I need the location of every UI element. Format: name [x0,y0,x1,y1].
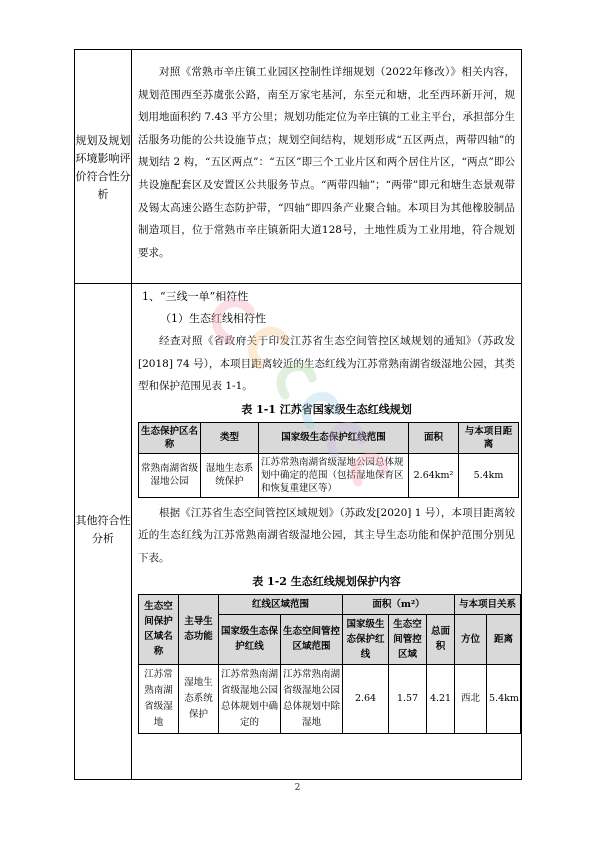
table1-header: 与本项目距离 [459,422,519,453]
table2-cell: 湿地生态系统保护 [179,664,219,733]
redline-table-1 [138,422,519,498]
eco-paragraph-1: 经查对照《省政府关于印发江苏省生态空间管控区域规划的通知》（苏政发[2018] 74 号），本项目距离较近的生态红线为江苏常熟南湖省级湿地公园，其类型和保护范围见表 1-1。 [138,335,515,393]
eco-paragraph-2: 根据《江苏省生态空间管控区域规划》（苏政发[2020] 1 号），本项目距离较近的生态红线为江苏常熟南湖省级湿地公园，其主导生态功能和保护范围分别见下表。 [138,506,515,564]
planning-section-label: 规划及规划环境影响评价符合性分析 [75,134,131,201]
table1-header: 国家级生态保护红线范围 [259,422,409,453]
table2-cell: 江苏常熟南湖省级湿地 [139,664,179,733]
planning-paragraph: 对照《常熟市辛庄镇工业园区控制性详细规划（2022年修改）》相关内容，规划范围西至苏虞张公路，南至万家宅基河，东至元和塘，北至西环新开河，规划用地面积约 7.43 平方公里；规划功能定位为辛庄镇的工业主平台，承担部分生活服务功能的公共设施节点；规划空间结构，规划形成“五区两点，两带四轴”的规划结 2 构，“五区两点”：“五区”即三个工业片区和两个居住片区，“两点”即公共设施配套区及安置区公共服务节点。“两带四轴”；“两带”即元和塘生态景观带及锡太高速公路生态防护带，“四轴”即四条产业聚合轴。本项目为其他橡胶制品制造项目，位于常熟市辛庄镇新阳大道128号，土地性质为工业用地，符合规划要求。 [138,66,515,259]
eco-redline-heading: （1）生态红线相符性 [160,312,266,325]
table2-header: 总面积 [427,614,455,664]
table2-cell: 5.4km [487,664,521,733]
table2-cell: 江苏常熟南湖省级湿地公园总体规划中除湿地 [281,664,343,733]
table2-header: 主导生态功能 [179,594,219,664]
page-number: 2 [294,783,301,793]
table2-header: 方位 [455,614,487,664]
table2-header: 距离 [487,614,521,664]
table-row [139,453,519,497]
three-lines-heading: 1、“三线一单”相符性 [142,290,249,303]
table2-cell: 2.64 [343,664,389,733]
table2-header: 生态空间管控区域 [389,614,427,664]
table2-header: 生态空间保护区域名称 [139,594,179,664]
table2-cell: 西北 [455,664,487,733]
table1-header-row [139,422,519,453]
table2-header: 红线区域范围 [219,594,343,614]
document-frame [74,49,522,780]
table2-cell: 1.57 [389,664,427,733]
table1-caption: 表 1-1 江苏省国家级生态红线规划 [241,402,412,416]
other-section-label: 其他符合性分析 [75,514,131,545]
table1-header: 面积 [409,422,459,453]
table2-header: 与本项目关系 [455,594,521,614]
table1-header: 类型 [201,422,259,453]
table1-cell: 江苏常熟南湖省级湿地公园总体规划中确定的范围（包括湿地保育区和恢复重建区等） [259,453,409,497]
table2-cell: 江苏常熟南湖省级湿地公园总体规划中确定的 [219,664,281,733]
table1-cell: 2.64km² [409,453,459,497]
table2-header-row [139,594,521,614]
table2-caption: 表 1-2 生态红线规划保护内容 [252,574,401,588]
table2-header: 国家级生态保护红线 [343,614,389,664]
table2-header: 生态空间管控区域范围 [281,614,343,664]
redline-table-2 [138,594,521,734]
row-divider [75,283,521,284]
table-row [139,664,521,733]
table1-cell: 湿地生态系统保护 [201,453,259,497]
planning-cell [132,61,521,264]
table1-header: 生态保护区名称 [139,422,201,453]
table2-cell: 4.21 [427,664,455,733]
other-cell [132,286,521,734]
table1-cell: 常熟南湖省级湿地公园 [139,453,201,497]
table1-cell: 5.4km [459,453,519,497]
table2-header: 国家级生态保护红线 [219,614,281,664]
table2-header: 面积（m²） [343,594,455,614]
